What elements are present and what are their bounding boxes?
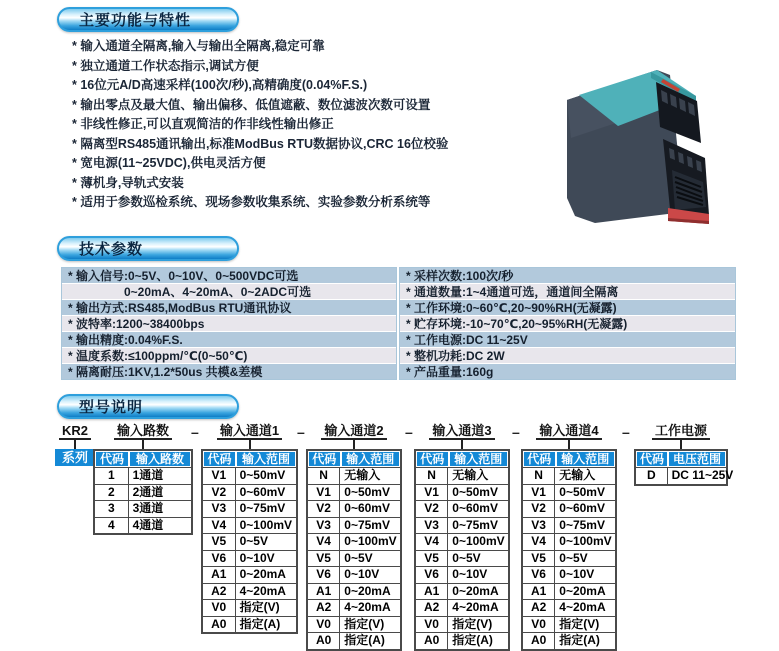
connector-line bbox=[142, 440, 144, 449]
spec-row: * 贮存环境:-10~70℃,20~95%RH(无凝露) bbox=[400, 316, 735, 331]
range-cell: 4~20mA bbox=[559, 600, 606, 614]
table-row bbox=[308, 533, 400, 550]
table-row bbox=[308, 517, 400, 534]
table-row bbox=[308, 467, 400, 484]
feature-item: * 宽电源(11~25VDC),供电灵活方便 bbox=[72, 156, 266, 170]
model-table bbox=[521, 449, 617, 651]
range-cell: 0~75mV bbox=[452, 517, 498, 532]
table-row bbox=[308, 583, 400, 600]
range-cell: 0~60mV bbox=[344, 501, 390, 515]
code-cell: D bbox=[636, 468, 668, 484]
spec-row: * 隔离耐压:1KV,1.2*50us 共模&差模 bbox=[62, 364, 396, 379]
code-cell: V1 bbox=[203, 468, 236, 484]
table-row bbox=[416, 467, 508, 484]
model-group-channel-2 bbox=[306, 424, 402, 651]
code-cell: V1 bbox=[416, 485, 448, 501]
table-header bbox=[203, 451, 296, 467]
model-group-power bbox=[634, 423, 734, 486]
code-cell: A2 bbox=[523, 600, 555, 616]
code-cell: N bbox=[308, 468, 340, 484]
range-cell: 4通道 bbox=[132, 517, 164, 532]
range-cell: 0~75mV bbox=[239, 501, 286, 515]
code-cell: V3 bbox=[203, 501, 236, 517]
connector-line bbox=[461, 440, 463, 449]
range-cell: 0~50mV bbox=[559, 484, 605, 499]
feature-item: * 隔离型RS485通讯输出,标准ModBus RTU数据协议,CRC 16位校验 bbox=[72, 136, 449, 151]
range-cell: 0~10V bbox=[452, 567, 488, 581]
spec-row: * 工作电源:DC 11~25V bbox=[400, 332, 735, 347]
code-cell: V6 bbox=[523, 567, 555, 583]
range-cell: 指定(A) bbox=[452, 633, 493, 647]
range-cell: 0~20mA bbox=[559, 583, 606, 598]
range-cell: 0~20mA bbox=[344, 583, 391, 598]
code-cell: V3 bbox=[523, 518, 555, 534]
table-row bbox=[523, 632, 615, 649]
code-cell: V0 bbox=[203, 600, 236, 616]
header-cell: 代码 bbox=[524, 452, 555, 466]
range-cell: 无输入 bbox=[452, 468, 489, 482]
range-cell: 指定(A) bbox=[559, 633, 600, 647]
code-cell: A1 bbox=[523, 584, 555, 600]
separator-dash: – bbox=[512, 424, 520, 440]
header-cell: 代码 bbox=[417, 452, 448, 466]
code-cell: V0 bbox=[416, 617, 448, 633]
series-code-label: KR2 bbox=[59, 424, 91, 440]
table-row bbox=[203, 616, 296, 633]
header-cell: 代码 bbox=[637, 452, 667, 466]
feature-item: * 薄机身,导轨式安装 bbox=[72, 175, 184, 190]
header-cell: 输入范围 bbox=[557, 452, 614, 466]
table-row bbox=[203, 500, 296, 517]
range-cell: DC 11~25V bbox=[671, 468, 734, 482]
table-row bbox=[416, 533, 508, 550]
table-row bbox=[416, 484, 508, 501]
code-cell: V6 bbox=[416, 567, 448, 583]
range-cell: 0~5V bbox=[559, 550, 588, 565]
code-cell: V5 bbox=[416, 551, 448, 567]
table-row bbox=[308, 599, 400, 616]
table-header bbox=[636, 451, 726, 467]
connector-line bbox=[353, 440, 355, 449]
header-cell: 代码 bbox=[309, 452, 340, 466]
model-group-channel-4 bbox=[521, 424, 617, 651]
range-cell: 4~20mA bbox=[344, 600, 391, 614]
series-box: 系列 bbox=[55, 449, 95, 466]
code-cell: V2 bbox=[523, 501, 555, 517]
range-cell: 0~20mA bbox=[239, 567, 286, 581]
table-row bbox=[95, 467, 191, 484]
table-row bbox=[308, 484, 400, 501]
header-cell: 代码 bbox=[204, 452, 235, 466]
code-cell: A1 bbox=[416, 584, 448, 600]
model-code-diagram bbox=[55, 424, 779, 651]
code-cell: V6 bbox=[203, 551, 236, 567]
range-cell: 0~75mV bbox=[559, 517, 605, 532]
section-title-model: 型号说明 bbox=[57, 394, 239, 419]
range-cell: 指定(V) bbox=[559, 616, 600, 631]
table-row bbox=[636, 467, 734, 484]
range-cell: 0~100mV bbox=[559, 534, 612, 548]
code-cell: V2 bbox=[203, 485, 236, 501]
separator-dash: – bbox=[405, 424, 413, 440]
range-cell: 0~50mV bbox=[344, 484, 390, 499]
header-cell: 输入范围 bbox=[342, 452, 399, 466]
range-cell: 0~60mV bbox=[239, 484, 286, 499]
table-row bbox=[416, 550, 508, 567]
code-cell: 4 bbox=[95, 518, 129, 534]
separator-dash: – bbox=[297, 424, 305, 440]
range-cell: 0~100mV bbox=[452, 534, 505, 548]
spec-row: * 波特率:1200~38400bps bbox=[62, 316, 396, 331]
code-cell: V1 bbox=[308, 485, 340, 501]
range-cell: 4~20mA bbox=[452, 600, 499, 614]
code-cell: A2 bbox=[416, 600, 448, 616]
code-cell: 2 bbox=[95, 485, 129, 501]
code-cell: V3 bbox=[416, 518, 448, 534]
range-cell: 指定(V) bbox=[344, 616, 385, 631]
model-series-group bbox=[55, 424, 95, 466]
range-cell: 指定(V) bbox=[452, 616, 493, 631]
range-cell: 3通道 bbox=[132, 501, 164, 515]
separator-dash: – bbox=[622, 424, 630, 440]
code-cell: V4 bbox=[523, 534, 555, 550]
code-cell: 1 bbox=[95, 468, 129, 484]
table-row bbox=[416, 583, 508, 600]
table-header bbox=[416, 451, 508, 467]
table-row bbox=[95, 517, 191, 534]
table-row bbox=[523, 467, 615, 484]
table-row bbox=[308, 500, 400, 517]
code-cell: A2 bbox=[203, 584, 236, 600]
range-cell: 2通道 bbox=[132, 484, 164, 499]
connector-line bbox=[568, 440, 570, 449]
code-cell: A0 bbox=[416, 633, 448, 649]
model-group-channel-1 bbox=[201, 424, 298, 634]
connector-line bbox=[74, 440, 76, 449]
code-cell: V5 bbox=[203, 534, 236, 550]
code-cell: A2 bbox=[308, 600, 340, 616]
spec-row: * 整机功耗:DC 2W bbox=[400, 348, 735, 363]
group-label: 输入通道1 bbox=[217, 424, 282, 440]
table-row bbox=[308, 566, 400, 583]
range-cell: 0~10V bbox=[344, 567, 380, 581]
table-row bbox=[523, 566, 615, 583]
table-row bbox=[416, 517, 508, 534]
table-row bbox=[203, 517, 296, 534]
group-label: 输入通道4 bbox=[536, 424, 601, 440]
table-row bbox=[203, 467, 296, 484]
range-cell: 0~5V bbox=[239, 534, 268, 548]
model-group-channels-count bbox=[93, 424, 193, 535]
connector-line bbox=[680, 440, 682, 449]
group-label: 工作电源 bbox=[652, 424, 710, 440]
table-row bbox=[416, 599, 508, 616]
code-cell: V4 bbox=[203, 518, 236, 534]
spec-row: * 输出精度:0.04%F.S. bbox=[62, 332, 396, 347]
range-cell: 4~20mA bbox=[239, 583, 286, 598]
code-cell: V6 bbox=[308, 567, 340, 583]
range-cell: 指定(V) bbox=[239, 600, 280, 614]
header-cell: 输入范围 bbox=[237, 452, 295, 466]
table-row bbox=[95, 500, 191, 517]
table-row bbox=[523, 550, 615, 567]
product-photo bbox=[545, 46, 760, 226]
range-cell: 0~20mA bbox=[452, 583, 499, 598]
spec-row: * 工作环境:0~60℃,20~90%RH(无凝露) bbox=[400, 300, 735, 315]
table-row bbox=[416, 566, 508, 583]
range-cell: 无输入 bbox=[559, 468, 596, 482]
spec-row: * 输入信号:0~5V、0~10V、0~500VDC可选 bbox=[62, 268, 396, 283]
code-cell: V0 bbox=[308, 617, 340, 633]
section-title-specs: 技术参数 bbox=[57, 236, 239, 261]
model-table bbox=[201, 449, 298, 634]
table-row bbox=[203, 583, 296, 600]
spec-row: * 采样次数:100次/秒 bbox=[400, 268, 735, 283]
header-cell: 输入路数 bbox=[130, 452, 190, 466]
table-row bbox=[523, 500, 615, 517]
table-row bbox=[523, 583, 615, 600]
range-cell: 0~10V bbox=[559, 567, 595, 581]
code-cell: 3 bbox=[95, 501, 129, 517]
section-title-features: 主要功能与特性 bbox=[57, 7, 239, 32]
range-cell: 无输入 bbox=[344, 468, 381, 482]
spec-row: * 产品重量:160g bbox=[400, 364, 735, 379]
header-cell: 电压范围 bbox=[669, 452, 725, 466]
range-cell: 0~5V bbox=[344, 550, 373, 565]
feature-item: * 适用于参数巡检系统、现场参数收集系统、实验参数分析系统等 bbox=[72, 195, 431, 209]
spec-table-right bbox=[400, 268, 735, 379]
table-row bbox=[523, 484, 615, 501]
spec-table-left bbox=[62, 268, 396, 379]
table-row bbox=[308, 616, 400, 633]
code-cell: V3 bbox=[308, 518, 340, 534]
range-cell: 0~100mV bbox=[344, 534, 397, 548]
table-header bbox=[308, 451, 400, 467]
feature-item: * 非线性修正,可以直观简洁的作非线性输出修正 bbox=[72, 117, 334, 131]
table-row bbox=[416, 500, 508, 517]
table-header bbox=[95, 451, 191, 467]
model-table bbox=[414, 449, 510, 651]
table-row bbox=[203, 533, 296, 550]
code-cell: A0 bbox=[523, 633, 555, 649]
group-label: 输入通道3 bbox=[429, 424, 494, 440]
code-cell: A1 bbox=[308, 584, 340, 600]
connector-line bbox=[249, 440, 251, 449]
group-label: 输入通道2 bbox=[321, 424, 386, 440]
group-label: 输入路数 bbox=[114, 424, 172, 440]
header-cell: 输入范围 bbox=[450, 452, 507, 466]
feature-list bbox=[72, 37, 542, 213]
separator-dash: – bbox=[191, 424, 199, 440]
code-cell: A0 bbox=[203, 617, 236, 633]
table-row bbox=[203, 599, 296, 616]
feature-item: * 输入通道全隔离,输入与输出全隔离,稳定可靠 bbox=[72, 39, 325, 53]
range-cell: 指定(A) bbox=[239, 616, 281, 631]
code-cell: V2 bbox=[308, 501, 340, 517]
code-cell: V1 bbox=[523, 485, 555, 501]
table-row bbox=[95, 484, 191, 501]
table-row bbox=[308, 632, 400, 649]
table-row bbox=[523, 599, 615, 616]
table-row bbox=[203, 566, 296, 583]
code-cell: V5 bbox=[308, 551, 340, 567]
table-row bbox=[523, 533, 615, 550]
model-table bbox=[634, 449, 734, 486]
table-row bbox=[203, 550, 296, 567]
model-table bbox=[306, 449, 402, 651]
feature-item: * 独立通道工作状态指示,调试方便 bbox=[72, 58, 259, 73]
spec-row: * 温度系数:≤100ppm/℃(0~50℃) bbox=[62, 348, 396, 363]
code-cell: V5 bbox=[523, 551, 555, 567]
range-cell: 0~10V bbox=[239, 550, 275, 565]
code-cell: A1 bbox=[203, 567, 236, 583]
range-cell: 0~5V bbox=[452, 550, 481, 565]
code-cell: N bbox=[523, 468, 555, 484]
model-group-channel-3 bbox=[414, 424, 510, 651]
range-cell: 0~100mV bbox=[239, 517, 292, 532]
range-cell: 0~50mV bbox=[452, 484, 498, 499]
range-cell: 1通道 bbox=[132, 468, 164, 482]
table-row bbox=[416, 616, 508, 633]
table-header bbox=[523, 451, 615, 467]
range-cell: 0~50mV bbox=[239, 468, 286, 482]
code-cell: N bbox=[416, 468, 448, 484]
table-row bbox=[416, 632, 508, 649]
feature-item: * 16位元A/D高速采样(100次/秒),高精确度(0.04%F.S.) bbox=[72, 78, 368, 92]
table-row bbox=[523, 616, 615, 633]
spec-row: 0~20mA、4~20mA、0~2ADC可选 bbox=[62, 284, 396, 299]
range-cell: 0~60mV bbox=[452, 501, 498, 515]
table-row bbox=[203, 484, 296, 501]
spec-row: * 输出方式:RS485,ModBus RTU通讯协议 bbox=[62, 300, 396, 315]
spec-row: * 通道数量:1~4通道可选，通道间全隔离 bbox=[400, 284, 735, 299]
code-cell: V4 bbox=[416, 534, 448, 550]
feature-item: * 输出零点及最大值、输出偏移、低值遮蔽、数位滤波次数可设置 bbox=[72, 97, 431, 112]
range-cell: 0~60mV bbox=[559, 501, 605, 515]
table-row bbox=[523, 517, 615, 534]
code-cell: V0 bbox=[523, 617, 555, 633]
range-cell: 0~75mV bbox=[344, 517, 390, 532]
table-row bbox=[308, 550, 400, 567]
code-cell: V4 bbox=[308, 534, 340, 550]
range-cell: 指定(A) bbox=[344, 633, 385, 647]
model-table bbox=[93, 449, 193, 535]
header-cell: 代码 bbox=[96, 452, 128, 466]
code-cell: V2 bbox=[416, 501, 448, 517]
code-cell: A0 bbox=[308, 633, 340, 649]
